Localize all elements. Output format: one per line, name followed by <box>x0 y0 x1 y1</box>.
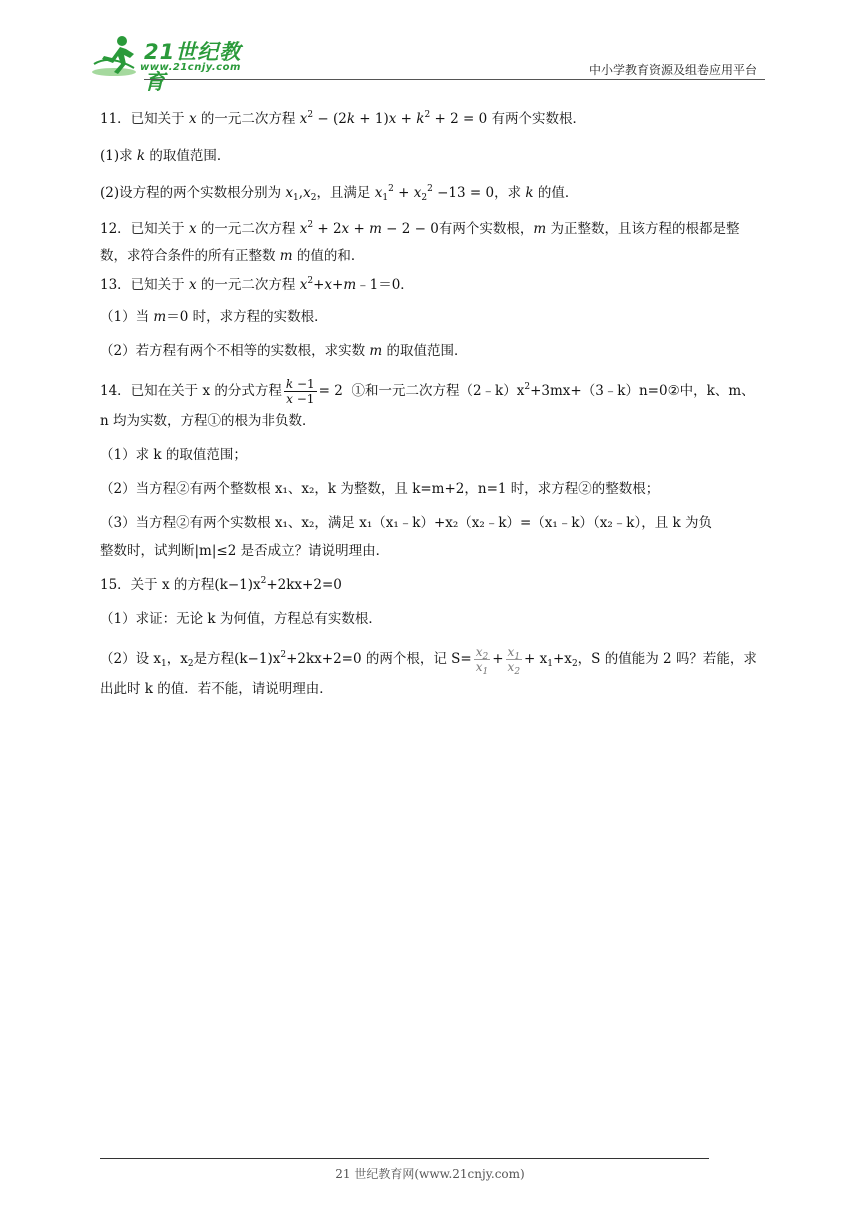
q14-part2: （2）当方程②有两个整数根 x₁、x₂，k 为整数，且 k=m+2，n=1 时，求方程②的整数根； <box>100 481 660 497</box>
question-12 <box>100 218 764 267</box>
q13-part2: （2）若方程有两个不相等的实数根，求实数 m 的取值范围． <box>100 343 468 359</box>
q12-stem-line1: 12．已知关于 x 的一元二次方程 $x^2 + 2x + m - 2 - 0$有两个实数根，m 为正整数，且该方程的根都是整 <box>100 220 740 237</box>
q14-stem-line1: 14．已知在关于 x 的分式方程 $\frac{k -1}{x -1}$ = 2 ①和一元二次方程$(2﹣k)x^2+3mx+(3﹣k)n=0②$中，k、m、 <box>100 377 755 406</box>
question-14 <box>100 374 764 562</box>
q14-part3-line2: 整数时，试判断|m|≤2 是否成立？请说明理由． <box>100 543 390 559</box>
header-divider <box>144 79 765 80</box>
q15-fraction-1: $\frac{x_2}{x_1}$ <box>475 645 489 677</box>
q15-part2-line2: 出此时 k 的值．若不能，请说明理由． <box>100 681 333 697</box>
logo-text: 21世纪教育 <box>144 40 242 94</box>
q15-fraction-2: $\frac{x_1}{x_2}$ <box>507 645 521 677</box>
question-11 <box>100 108 764 204</box>
q11-stem: 11．已知关于 x 的一元二次方程 $x^2 - (2k + 1)x + k^2 + 2 = 0$ 有两个实数根． <box>100 110 586 127</box>
logo-url: www.21cnjy.com <box>140 62 241 73</box>
question-15 <box>100 574 764 700</box>
page-footer: 21 世纪教育网(www.21cnjy.com) <box>335 1167 525 1181</box>
q14-part3-line1: （3）当方程②有两个实数根 x₁、x₂，满足 x₁（x₁﹣k）+x₂（x₂﹣k）=（x₁﹣k）（x₂﹣k），且 k 为负 <box>100 515 712 531</box>
question-list <box>100 108 764 700</box>
q11-part2: (2)设方程的两个实数根分别为 $x_1,x_2$，且满足 $x_1^2 + x_2^2 -13 = 0$，求 k 的值． <box>100 184 579 203</box>
q13-stem: 13．已知关于 x 的一元二次方程 $x^2+x+m﹣1=0$． <box>100 276 414 293</box>
header-title: 中小学教育资源及组卷应用平台 <box>588 63 757 77</box>
q11-part1: (1)求 k 的取值范围． <box>100 148 231 164</box>
q15-part1: （1）求证：无论 k 为何值，方程总有实数根． <box>100 611 382 627</box>
footer-divider <box>100 1158 709 1159</box>
page-header <box>90 34 765 94</box>
q14-part1: （1）求 k 的取值范围； <box>100 447 247 463</box>
q14-fraction: $\frac{k -1}{x -1}$ <box>285 377 315 406</box>
q12-stem-line2: 数，求符合条件的所有正整数 m 的值的和． <box>100 248 365 264</box>
question-13 <box>100 274 764 362</box>
runner-logo-icon <box>90 34 142 78</box>
q14-stem-line2: n 均为实数，方程①的根为非负数． <box>100 413 316 429</box>
q13-part1: （1）当 m＝0 时，求方程的实数根． <box>100 309 328 325</box>
logo <box>90 34 260 94</box>
q15-stem: 15．关于 x 的方程$(k-1)x^2+2kx+2=0$ <box>100 576 342 593</box>
q15-part2-line1: （2）设 $x_1$，$x_2$是方程$(k-1)x^2+2kx+2=0$ 的两个根，记 S= $\frac{x_2}{x_1}$ + $\frac{x_1}{x_2}$ + $x_1+x_2$，S 的值能为 2 吗？若能，求 <box>100 645 757 677</box>
